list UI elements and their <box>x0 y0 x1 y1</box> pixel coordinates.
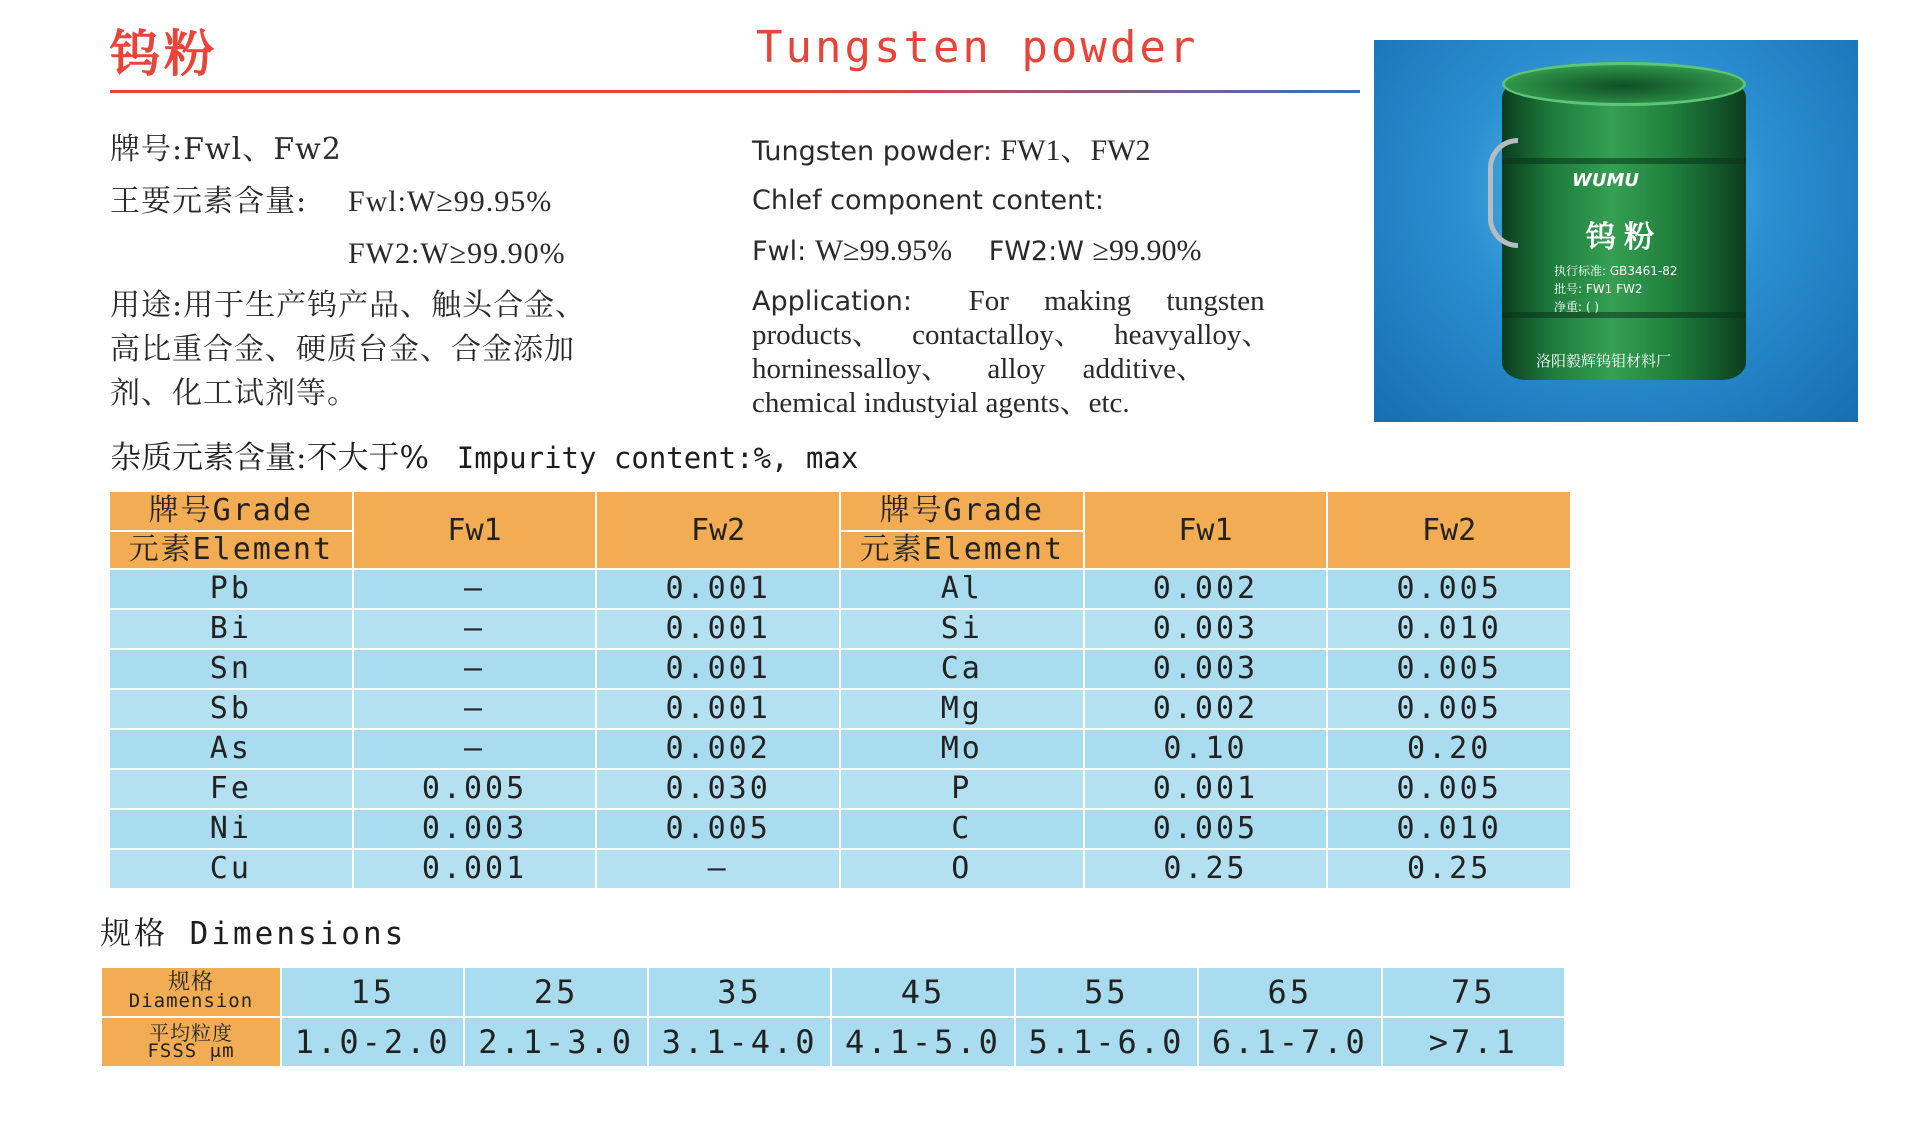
grade-label-en: Tungsten powder: <box>752 136 992 167</box>
spec-cell: 45 <box>831 967 1014 1017</box>
grade-line-cn: 牌号:Fwl、Fw2 <box>110 132 342 167</box>
impurity-table <box>108 490 1572 890</box>
drum-product-name: 钨粉 <box>1586 220 1662 255</box>
header-grade-cn-right: 牌号Grade <box>841 492 1083 532</box>
element-cell: C <box>840 809 1084 849</box>
value-cell: 0.001 <box>596 609 840 649</box>
table-row <box>109 689 1571 729</box>
impurity-heading-cn: 杂质元素含量:不大于% <box>110 440 429 476</box>
fw1-value-en: W≥99.95% <box>814 234 953 267</box>
application-line-2: products、 contactalloy、 heavyalloy、 <box>752 319 1271 351</box>
application-line-3: horninessalloy、 alloy additive、 <box>752 353 1206 385</box>
spec-cell: 15 <box>281 967 464 1017</box>
grade-value-en: FW1、FW2 <box>1000 134 1151 167</box>
value-cell: – <box>596 849 840 889</box>
component-label-cn: 王要元素含量: <box>110 184 308 219</box>
value-cell: 0.030 <box>596 769 840 809</box>
table-row <box>109 569 1571 609</box>
size-label-en: FSSS μm <box>147 1040 235 1062</box>
spec-cell: 35 <box>648 967 831 1017</box>
value-cell: 0.001 <box>596 689 840 729</box>
impurity-heading-en: Impurity content:%, max <box>456 441 859 475</box>
value-cell: 0.002 <box>596 729 840 769</box>
element-cell: Al <box>840 569 1084 609</box>
dimensions-heading: 规格 Dimensions <box>100 916 407 952</box>
table-row <box>109 649 1571 689</box>
application-text-1: For making tungsten <box>968 285 1265 317</box>
size-cell: 2.1-3.0 <box>464 1017 647 1067</box>
drum-weight-line: 净重: ( ) <box>1554 300 1600 314</box>
element-cell: Sb <box>109 689 353 729</box>
spec-row-label <box>101 967 281 1017</box>
header-element-cn: 元素Element <box>128 532 334 567</box>
size-cell: 6.1-7.0 <box>1198 1017 1381 1067</box>
value-cell: – <box>353 649 597 689</box>
element-cell: As <box>109 729 353 769</box>
title-en: Tungsten powder <box>756 22 1199 73</box>
element-cell: Pb <box>109 569 353 609</box>
value-cell: 0.010 <box>1327 809 1571 849</box>
value-cell: 0.005 <box>353 769 597 809</box>
tungsten-drum-image <box>1502 62 1746 390</box>
value-cell: 0.005 <box>596 809 840 849</box>
application-line-4: chemical industyial agents、etc. <box>752 387 1130 419</box>
value-cell: 0.001 <box>353 849 597 889</box>
value-cell: 0.005 <box>1327 649 1571 689</box>
element-cell: Bi <box>109 609 353 649</box>
drum-factory-name: 洛阳毅辉钨钼材料厂 <box>1536 352 1672 370</box>
fw1-label-en: Fwl: <box>752 236 807 267</box>
element-cell: Ca <box>840 649 1084 689</box>
value-cell: – <box>353 609 597 649</box>
value-cell: 0.20 <box>1327 729 1571 769</box>
drum-batch-line: 批号: FW1 FW2 <box>1554 282 1643 296</box>
table-row <box>109 769 1571 809</box>
element-cell: P <box>840 769 1084 809</box>
spec-label-cn: 规格 <box>167 970 214 995</box>
header-element-cn-right: 元素Element <box>859 532 1065 567</box>
element-cell: O <box>840 849 1084 889</box>
usage-line-1: 用途:用于生产钨产品、触头合金、 <box>110 288 587 323</box>
value-cell: 0.10 <box>1084 729 1328 769</box>
spec-cell: 65 <box>1198 967 1381 1017</box>
value-cell: 0.005 <box>1327 569 1571 609</box>
drum-lid <box>1502 62 1746 106</box>
dimensions-table <box>100 966 1566 1068</box>
header-fw1-right: Fw1 <box>1084 491 1328 569</box>
value-cell: 0.005 <box>1327 769 1571 809</box>
value-cell: 0.003 <box>1084 609 1328 649</box>
header-fw2-right: Fw2 <box>1327 491 1571 569</box>
header-grade-element-right <box>840 491 1084 569</box>
element-cell: Mg <box>840 689 1084 729</box>
component-fw1-cn: Fwl:W≥99.95% <box>348 185 553 218</box>
drum-brand-logo: WUMU <box>1572 170 1639 191</box>
spec-cell: 75 <box>1382 967 1565 1017</box>
fw2-value-en: ≥99.90% <box>1092 234 1202 267</box>
component-label-en: Chlef component content: <box>752 185 1104 216</box>
impurity-heading <box>110 432 858 477</box>
element-cell: Mo <box>840 729 1084 769</box>
size-cell: >7.1 <box>1382 1017 1565 1067</box>
component-fw2-cn: FW2:W≥99.90% <box>348 237 566 270</box>
value-cell: – <box>353 689 597 729</box>
fw2-label-en: FW2:W <box>988 236 1084 267</box>
header-grade-element-left <box>109 491 353 569</box>
component-values-en <box>752 234 1201 269</box>
size-cell: 3.1-4.0 <box>648 1017 831 1067</box>
application-line-1 <box>752 284 1334 319</box>
impurity-table-header <box>109 491 1571 569</box>
value-cell: 0.002 <box>1084 689 1328 729</box>
element-cell: Sn <box>109 649 353 689</box>
value-cell: – <box>353 729 597 769</box>
spec-cell: 25 <box>464 967 647 1017</box>
value-cell: 0.001 <box>1084 769 1328 809</box>
element-cell: Fe <box>109 769 353 809</box>
application-label-en: Application: <box>752 286 912 317</box>
grade-line-en <box>752 134 1151 169</box>
drum-handle <box>1488 138 1518 248</box>
element-cell: Cu <box>109 849 353 889</box>
header-fw1: Fw1 <box>353 491 597 569</box>
element-cell: Ni <box>109 809 353 849</box>
value-cell: – <box>353 569 597 609</box>
table-row <box>109 849 1571 889</box>
size-cell: 4.1-5.0 <box>831 1017 1014 1067</box>
value-cell: 0.003 <box>353 809 597 849</box>
table-row <box>109 729 1571 769</box>
size-cell: 1.0-2.0 <box>281 1017 464 1067</box>
value-cell: 0.002 <box>1084 569 1328 609</box>
title-divider <box>110 90 1360 93</box>
table-row <box>109 809 1571 849</box>
value-cell: 0.005 <box>1084 809 1328 849</box>
size-label-cn: 平均粒度 <box>149 1021 233 1045</box>
size-row-label <box>101 1017 281 1067</box>
usage-line-3: 剂、化工试剂等。 <box>110 376 358 411</box>
title-cn: 钨粉 <box>110 24 218 83</box>
value-cell: 0.25 <box>1327 849 1571 889</box>
value-cell: 0.005 <box>1327 689 1571 729</box>
value-cell: 0.003 <box>1084 649 1328 689</box>
drum-rib <box>1502 312 1746 318</box>
size-cell: 5.1-6.0 <box>1015 1017 1198 1067</box>
value-cell: 0.25 <box>1084 849 1328 889</box>
element-cell: Si <box>840 609 1084 649</box>
drum-standard-line: 执行标准: GB3461-82 <box>1554 264 1678 278</box>
value-cell: 0.010 <box>1327 609 1571 649</box>
header-grade-cn: 牌号Grade <box>110 492 352 532</box>
drum-rib <box>1502 158 1746 164</box>
header-fw2: Fw2 <box>596 491 840 569</box>
value-cell: 0.001 <box>596 649 840 689</box>
product-photo <box>1374 40 1858 422</box>
dimensions-spec-row <box>101 967 1565 1017</box>
spec-cell: 55 <box>1015 967 1198 1017</box>
spec-label-en: Diamension <box>128 990 254 1012</box>
usage-line-2: 高比重合金、硬质台金、合金添加 <box>110 332 575 367</box>
dimensions-size-row <box>101 1017 1565 1067</box>
value-cell: 0.001 <box>596 569 840 609</box>
table-row <box>109 609 1571 649</box>
